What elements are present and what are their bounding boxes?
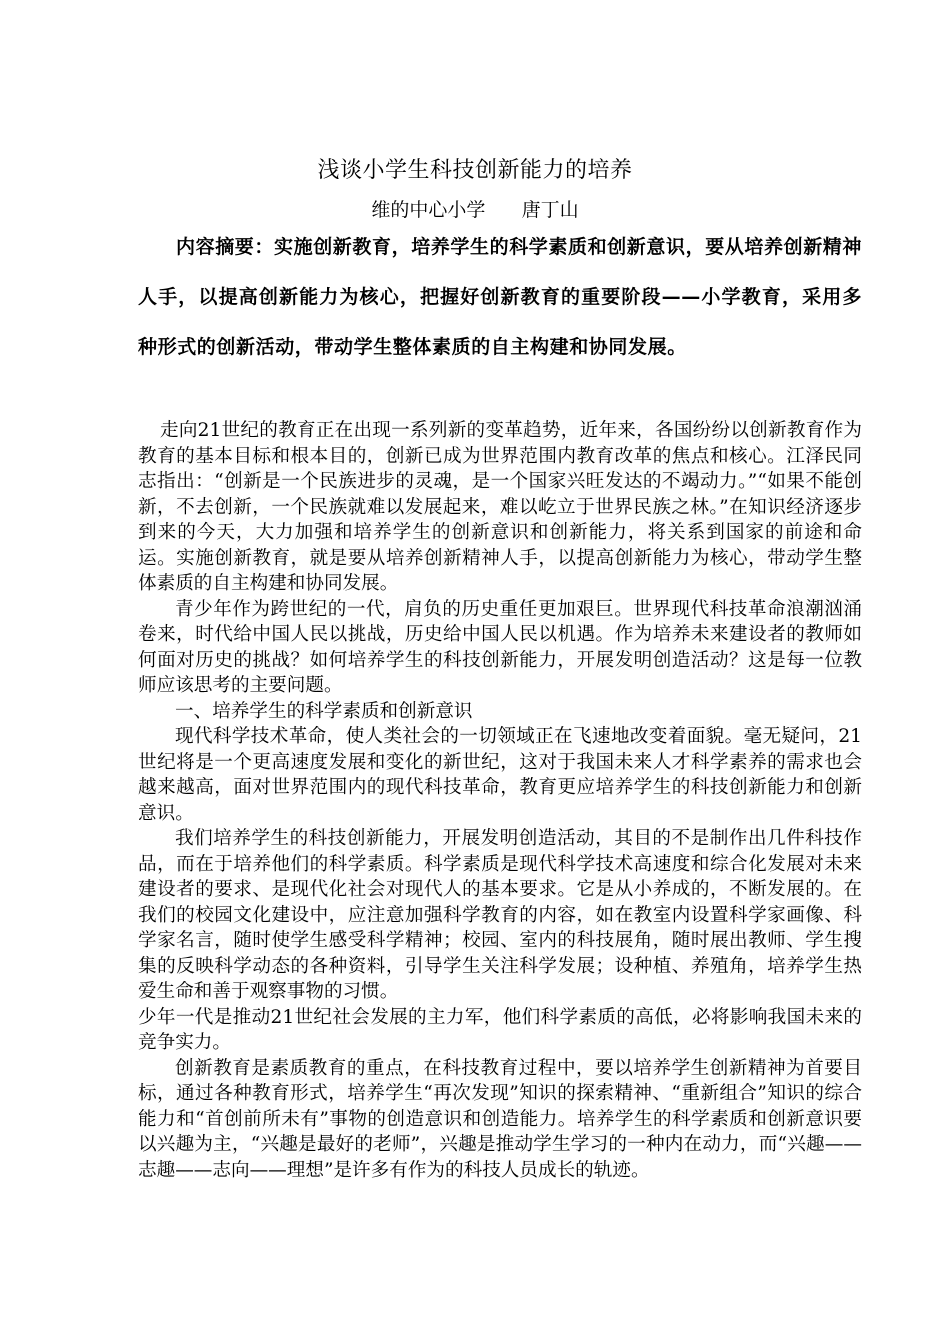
paragraph: 少年一代是推动21世纪社会发展的主力军，他们科学素质的高低，必将影响我国未来的竞争实力。 — [138, 1006, 862, 1053]
body-text — [138, 418, 862, 1183]
author-line: 维的中心小学 唐丁山 — [371, 199, 579, 221]
section-heading: 一、培养学生的科学素质和创新意识 — [175, 700, 473, 722]
paragraph: 青少年作为跨世纪的一代，肩负的历史重任更加艰巨。世界现代科技革命浪潮汹涌卷来，时代给中国人民以挑战，历史给中国人民以机遇。作为培养未来建设者的教师如何面对历史的挑战？如何培养学生的科技创新能力，开展发明创造活动？这是每一位教师应该思考的主要问题。 — [138, 598, 862, 696]
paragraph: 走向21世纪的教育正在出现一系列新的变革趋势，近年来，各国纷纷以创新教育作为教育的基本目标和根本目的，创新已成为世界范围内教育改革的焦点和核心。江泽民同志指出：“创新是一个民族进步的灵魂，是一个国家兴旺发达的不竭动力。”“如果不能创新，不去创新，一个民族就难以发展起来，难以屹立于世界民族之林。”在知识经济逐步到来的今天，大力加强和培养学生的创新意识和创新能力，将关系到国家的前途和命运。实施创新教育，就是要从培养创新精神人手，以提高创新能力为核心，带动学生整体素质的自主构建和协同发展。 — [138, 420, 863, 594]
paragraph: 我们培养学生的科技创新能力，开展发明创造活动，其目的不是制作出几件科技作品，而在于培养他们的科学素质。科学素质是现代科学技术高速度和综合化发展对未来建设者的要求、是现代化社会对现代人的基本要求。它是从小养成的，不断发展的。在我们的校园文化建设中，应注意加强科学教育的内容，如在教室内设置科学家画像、科学家名言，随时使学生感受科学精神；校园、室内的科技展角，随时展出教师、学生搜集的反映科学动态的各种资料，引导学生关注科学发展；设种植、养殖角，培养学生热爱生命和善于观察事物的习惯。 — [138, 828, 862, 1002]
abstract: 内容摘要：实施创新教育，培养学生的科学素质和创新意识，要从培养创新精神人手，以提高创新能力为核心，把握好创新教育的重要阶段——小学教育，采用多种形式的创新活动，带动学生整体素质的自主构建和协同发展。 — [138, 236, 863, 358]
paragraph: 现代科学技术革命，使人类社会的一切领域正在飞速地改变着面貌。毫无疑问，21世纪将是一个更高速度发展和变化的新世纪，这对于我国未来人才科学素养的需求也会越来越高，面对世界范围内的现代科技革命，教育更应培养学生的科技创新能力和创新意识。 — [138, 726, 862, 824]
document-title: 浅谈小学生科技创新能力的培养 — [317, 158, 633, 183]
paragraph: 创新教育是素质教育的重点，在科技教育过程中，要以培养学生创新精神为首要目标，通过各种教育形式，培养学生“再次发现”知识的探索精神、“重新组合”知识的综合能力和“首创前所未有”事物的创造意识和创造能力。培养学生的科学素质和创新意识要以兴趣为主，“兴趣是最好的老师”，兴趣是推动学生学习的一种内在动力，而“兴趣——志趣——志向——理想”是许多有作为的科技人员成长的轨迹。 — [138, 1057, 862, 1181]
